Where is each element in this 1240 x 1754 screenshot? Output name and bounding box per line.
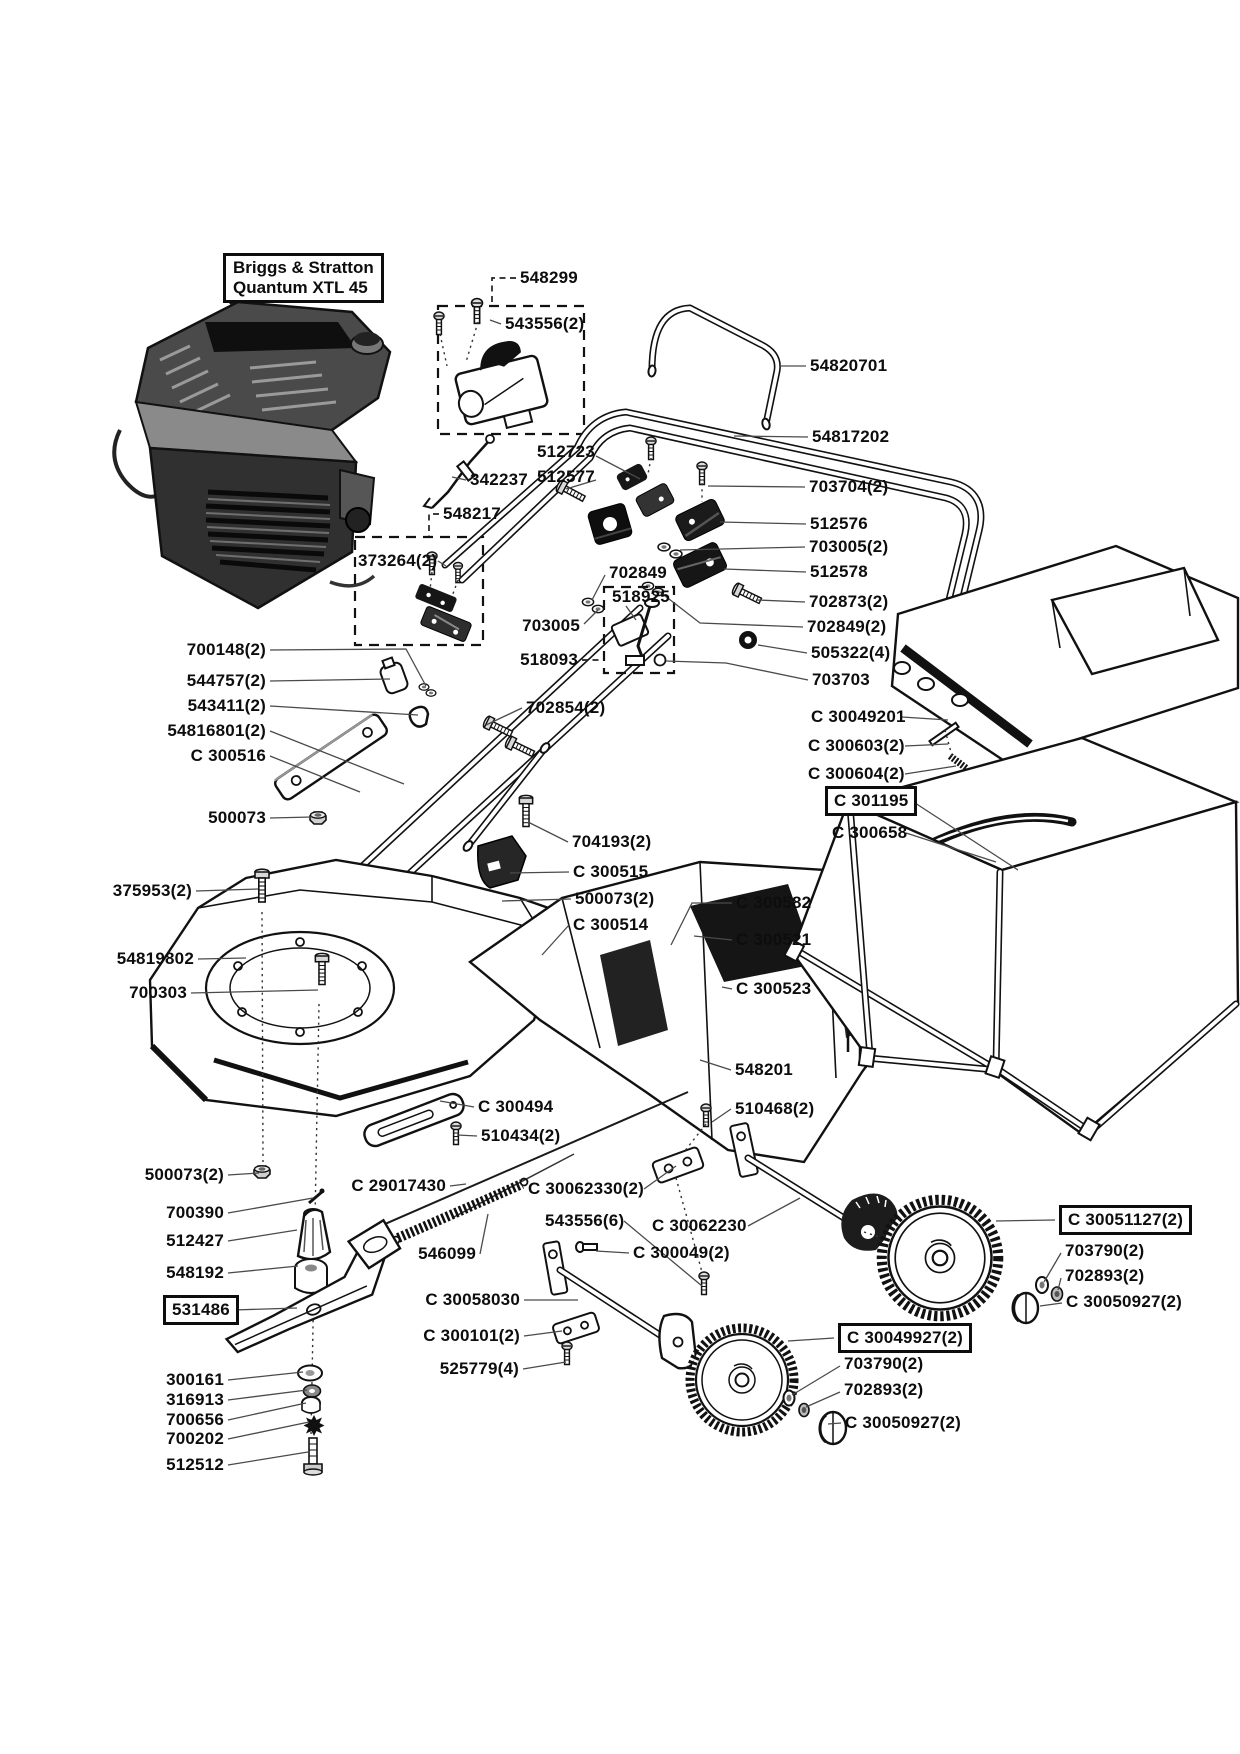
- leader-line-700390: [228, 1198, 313, 1213]
- leader-line-c30050927-2-rear: [1040, 1303, 1062, 1306]
- part-label-512427: 512427: [166, 1231, 224, 1250]
- part-label-316913: 316913: [166, 1390, 224, 1409]
- part-label-700148-2: 700148(2): [186, 640, 266, 659]
- leader-line-c29017430: [450, 1184, 466, 1186]
- leader-line-703005: [584, 610, 598, 624]
- leader-line-54816801-2: [270, 731, 404, 784]
- part-label-703703: 703703: [812, 670, 870, 689]
- leader-line-316913: [228, 1390, 307, 1400]
- part-label-702854-2: 702854(2): [526, 698, 606, 717]
- part-label-544757-2: 544757(2): [186, 671, 266, 690]
- part-label-c300658: C 300658: [832, 823, 908, 842]
- part-label-512512: 512512: [166, 1455, 224, 1474]
- part-label-c300049-2: C 300049(2): [633, 1243, 730, 1262]
- leader-line-704193-2: [528, 822, 568, 842]
- part-label-700202: 700202: [166, 1429, 224, 1448]
- part-label-500073-2-handle: 500073(2): [575, 889, 655, 908]
- part-label-700390: 700390: [166, 1203, 224, 1222]
- part-label-500073-2-blade: 500073(2): [144, 1165, 224, 1184]
- part-label-702849-2: 702849(2): [807, 617, 887, 636]
- leader-line-c300049-2: [596, 1251, 629, 1253]
- part-label-703704-2: 703704(2): [809, 477, 889, 496]
- leader-line-548299: [492, 278, 516, 305]
- part-label-548217: 548217: [443, 504, 501, 523]
- part-label-703005-2: 703005(2): [809, 537, 889, 556]
- part-label-518925: 518925: [612, 587, 670, 606]
- leader-line-702893-2-front: [806, 1392, 840, 1407]
- leader-line-c300515: [510, 872, 569, 873]
- part-label-54816801-2: 54816801(2): [167, 721, 266, 740]
- part-label-300161: 300161: [166, 1370, 224, 1389]
- leader-line-703005-2: [680, 547, 805, 550]
- leader-line-500073-2-handle: [502, 899, 571, 901]
- part-label-c300603-2: C 300603(2): [808, 736, 905, 755]
- part-label-543556-2: 543556(2): [505, 314, 585, 333]
- part-label-543411-2: 543411(2): [187, 696, 266, 715]
- part-label-702873-2: 702873(2): [809, 592, 889, 611]
- part-label-c30049201: C 30049201: [811, 707, 906, 726]
- leader-line-c300494: [440, 1101, 474, 1107]
- part-label-c300101-2: C 300101(2): [423, 1326, 520, 1345]
- leader-line-342237: [452, 477, 466, 480]
- leader-line-703790-2-rear: [1044, 1253, 1061, 1282]
- part-label-c301195: C 301195: [825, 786, 917, 816]
- part-label-703790-2-rear: 703790(2): [1065, 1241, 1145, 1260]
- part-label-c300604-2: C 300604(2): [808, 764, 905, 783]
- leader-line-518925: [626, 606, 636, 620]
- leader-line-543411-2: [270, 706, 418, 715]
- part-label-518093: 518093: [520, 650, 578, 669]
- leader-line-546099: [480, 1214, 488, 1254]
- part-label-510434-2: 510434(2): [481, 1126, 561, 1145]
- part-label-c300494: C 300494: [478, 1097, 554, 1116]
- part-label-54817202: 54817202: [812, 427, 890, 446]
- leader-line-375953-2: [196, 889, 258, 891]
- part-label-c300582: C 300582: [736, 893, 812, 912]
- part-label-373264-2: 373264(2): [358, 551, 438, 570]
- leader-line-c301195: [912, 801, 1018, 870]
- leader-line-512576: [720, 522, 806, 524]
- leader-line-703703: [666, 661, 808, 680]
- leader-line-703704-2: [708, 486, 805, 487]
- leader-line-c30050927-2-front: [828, 1423, 841, 1424]
- part-label-546099: 546099: [418, 1244, 476, 1263]
- part-label-c30049927-2: C 30049927(2): [838, 1323, 972, 1353]
- leader-line-548201: [700, 1060, 731, 1070]
- part-label-342237: 342237: [470, 470, 528, 489]
- part-label-702893-2-rear: 702893(2): [1065, 1266, 1145, 1285]
- part-label-700303: 700303: [129, 983, 187, 1002]
- part-label-c30062230: C 30062230: [652, 1216, 747, 1235]
- part-label-c30050927-2-front: C 30050927(2): [845, 1413, 962, 1432]
- leader-line-c30062330-2: [644, 1166, 676, 1189]
- leader-line-c300514: [542, 925, 569, 955]
- part-label-510468-2: 510468(2): [735, 1099, 815, 1118]
- part-label-548201: 548201: [735, 1060, 793, 1079]
- leader-line-531486: [233, 1308, 297, 1310]
- leader-line-500073: [270, 817, 312, 818]
- part-label-548192: 548192: [166, 1263, 224, 1282]
- leader-line-54819802: [198, 958, 246, 959]
- part-label-505322-4: 505322(4): [811, 643, 891, 662]
- part-label-c300523: C 300523: [736, 979, 812, 998]
- leader-line-510434-2: [457, 1135, 477, 1136]
- engine-title-line1: Briggs & Stratton: [233, 258, 374, 277]
- part-label-704193-2: 704193(2): [572, 832, 652, 851]
- part-label-702849: 702849: [609, 563, 667, 582]
- part-label-54820701: 54820701: [810, 356, 888, 375]
- engine-title-box: [223, 253, 384, 303]
- part-label-375953-2: 375953(2): [112, 881, 192, 900]
- leader-line-702873-2: [757, 600, 805, 602]
- part-label-525779-4: 525779(4): [439, 1359, 519, 1378]
- leader-line-c300521: [694, 936, 732, 940]
- part-label-c300516: C 300516: [190, 746, 266, 765]
- leader-line-c300523: [722, 987, 732, 989]
- part-label-500073: 500073: [208, 808, 266, 827]
- leader-line-702893-2-rear: [1058, 1278, 1061, 1290]
- leader-line-512723: [596, 456, 640, 479]
- leader-line-c30049201: [902, 717, 948, 720]
- leader-line-373264-2: [438, 561, 446, 566]
- part-label-703005: 703005: [522, 616, 580, 635]
- part-label-531486: 531486: [163, 1295, 239, 1325]
- part-label-c30050927-2-rear: C 30050927(2): [1066, 1292, 1183, 1311]
- leader-line-c30049927-2: [788, 1338, 834, 1341]
- leader-line-700303: [191, 990, 318, 993]
- leader-line-300161: [228, 1372, 303, 1380]
- leader-line-c300603-2: [905, 744, 948, 746]
- leader-line-500073-2-blade: [228, 1173, 259, 1175]
- part-label-512577: 512577: [537, 467, 595, 486]
- leader-line-548192: [228, 1266, 298, 1273]
- part-label-702893-2-front: 702893(2): [844, 1380, 924, 1399]
- part-label-512578: 512578: [810, 562, 868, 581]
- leader-line-700202: [228, 1422, 309, 1439]
- leader-line-c300604-2: [905, 766, 956, 774]
- leader-line-c30051127-2: [996, 1220, 1055, 1221]
- part-label-548299: 548299: [520, 268, 578, 287]
- part-label-700656: 700656: [166, 1410, 224, 1429]
- engine-title-line2: Quantum XTL 45: [233, 278, 368, 297]
- leader-line-c300101-2: [524, 1331, 562, 1336]
- leader-line-510468-2: [712, 1109, 731, 1122]
- part-label-703790-2-front: 703790(2): [844, 1354, 924, 1373]
- part-label-512723: 512723: [537, 442, 595, 461]
- leader-line-525779-4: [523, 1362, 566, 1369]
- leader-line-544757-2: [270, 679, 390, 681]
- leader-line-702854-2: [486, 708, 522, 725]
- leader-line-c30062230: [748, 1198, 800, 1226]
- part-label-543556-6: 543556(6): [545, 1211, 625, 1230]
- part-label-512576: 512576: [810, 514, 868, 533]
- part-label-c300515: C 300515: [573, 862, 649, 881]
- part-label-c29017430: C 29017430: [351, 1176, 446, 1195]
- leader-line-702849: [592, 575, 605, 600]
- part-label-c30051127-2: C 30051127(2): [1059, 1205, 1192, 1235]
- leader-line-512512: [228, 1452, 308, 1465]
- leader-line-512578: [724, 569, 806, 572]
- leader-line-703790-2-front: [792, 1366, 840, 1395]
- leader-line-543556-2: [490, 320, 501, 324]
- leader-line-512427: [228, 1230, 297, 1241]
- part-label-c30062330-2: C 30062330(2): [528, 1179, 645, 1198]
- leader-line-702849-2: [660, 592, 803, 627]
- part-label-c30058030: C 30058030: [425, 1290, 520, 1309]
- leader-line-548217: [429, 514, 439, 536]
- part-label-54819802: 54819802: [116, 949, 194, 968]
- part-label-c300514: C 300514: [573, 915, 649, 934]
- leader-line-54817202: [734, 436, 808, 437]
- leader-line-700656: [228, 1403, 306, 1420]
- part-label-c300521: C 300521: [736, 930, 812, 949]
- leader-line-505322-4: [758, 645, 807, 653]
